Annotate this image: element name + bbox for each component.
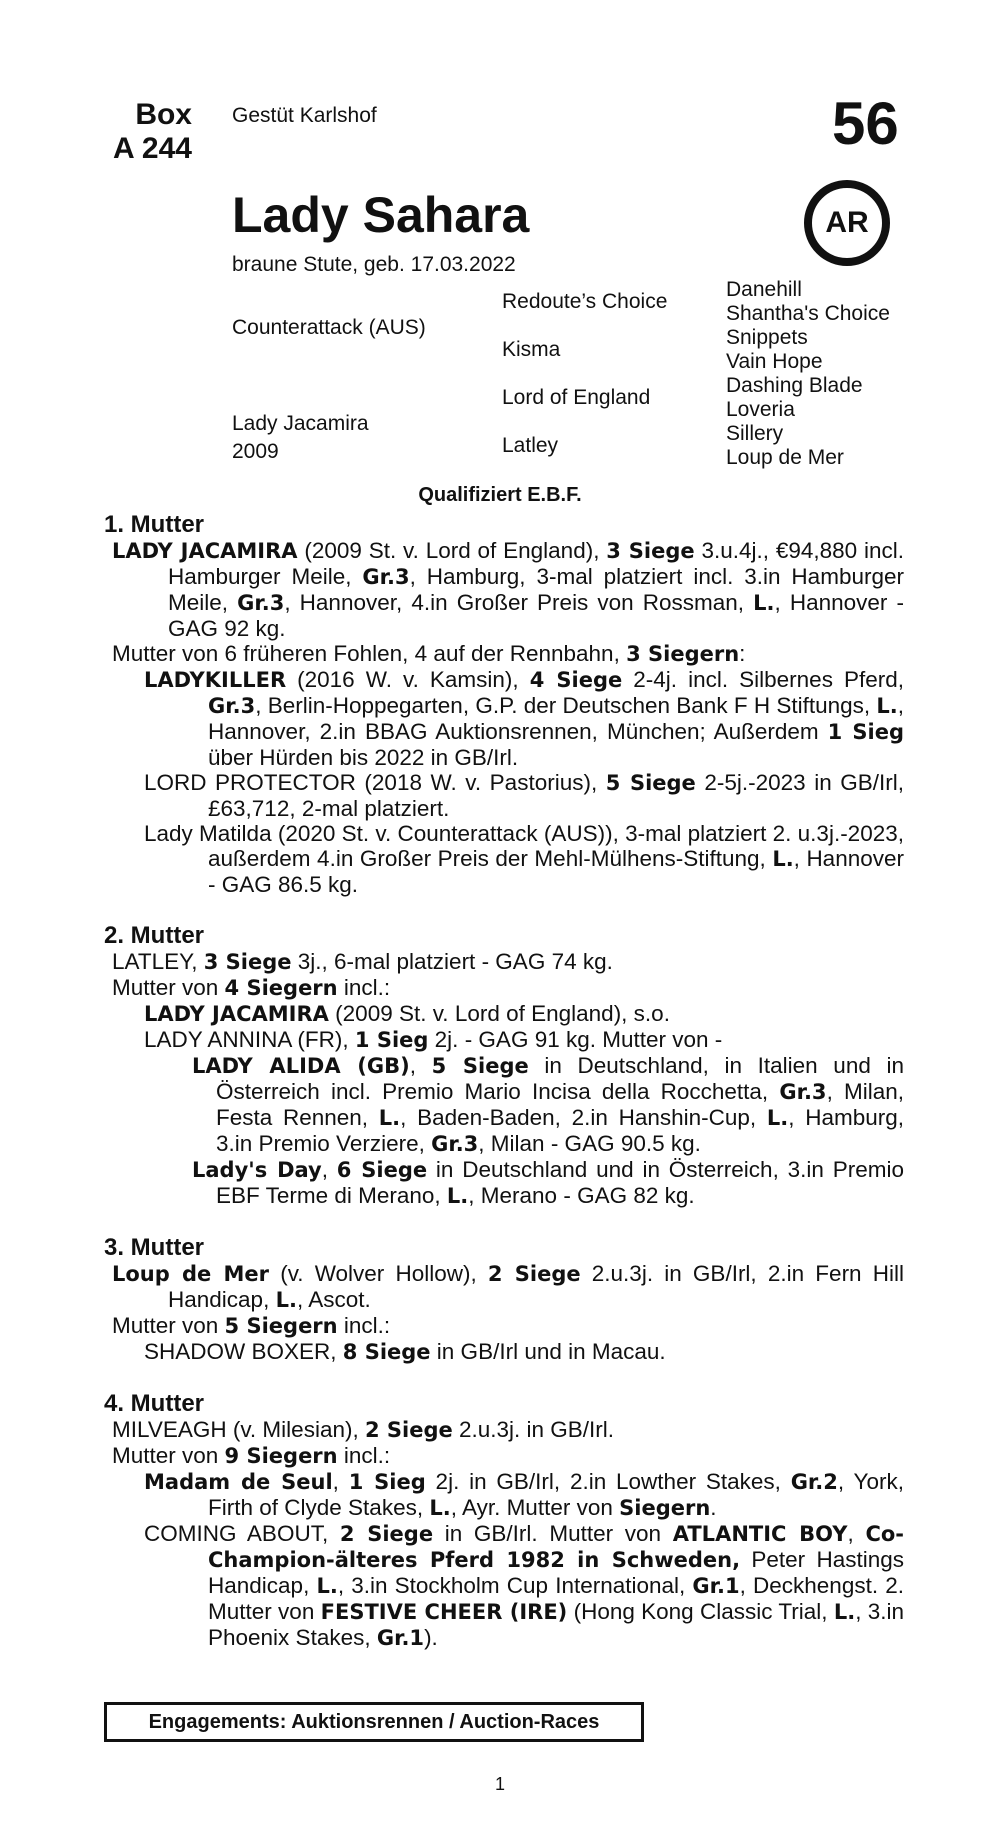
sire: Counterattack (AUS) xyxy=(232,316,426,339)
box-code: A 244 xyxy=(113,132,192,165)
dam-year: 2009 xyxy=(232,440,279,463)
offspring-entry: LADY JACAMIRA (2009 St. v. Lord of England), s.o. xyxy=(144,1001,670,1026)
lot-number: 56 xyxy=(832,90,899,157)
great-grandparent: Danehill xyxy=(726,278,802,301)
dam-entry: LADY JACAMIRA (2009 St. v. Lord of England), 3 Siege 3.u.4j., €94,880 incl. Hamburger Meile, Gr.3, Hamburg, 3-mal platziert incl. 3.in Hamburger Meile, Gr.3, Hannover, 4.in Großer Preis von Rossman, L., Hannover - GAG 92 kg. xyxy=(112,538,905,641)
ar-badge: AR xyxy=(804,180,890,266)
grandparent: Latley xyxy=(502,434,559,457)
offspring-entry: Lady Matilda (2020 St. v. Counterattack (AUS)), 3-mal platziert 2. u.3j.-2023, außerdem 4.in Großer Preis der Mehl-Mülhens-Stiftung, L., Hannover - GAG 86.5 kg. xyxy=(144,821,904,897)
section-title-1: 1. Mutter xyxy=(104,511,205,538)
qualification: Qualifiziert E.B.F. xyxy=(418,484,582,506)
great-grandparent: Loveria xyxy=(726,398,795,421)
offspring-entry: LADYKILLER (2016 W. v. Kamsin), 4 Siege 2-4j. incl. Silbernes Pferd, Gr.3, Berlin-Hoppegarten, G.P. der Deutschen Bank F H Stiftungs, L., Hannover, 2.in BBAG Auktionsrennen, München; Außerdem 1 Sieg über Hürden bis 2022 in GB/Irl. xyxy=(144,667,905,770)
grandparent: Lord of England xyxy=(502,386,651,409)
great-grandparent: Shantha's Choice xyxy=(726,302,890,325)
dam: Lady Jacamira xyxy=(232,412,369,435)
produce-summary: Mutter von 9 Siegern incl.: xyxy=(112,1443,391,1468)
family-details xyxy=(104,512,904,1651)
offspring-entry: COMING ABOUT, 2 Siege in GB/Irl. Mutter von ATLANTIC BOY, Co-Champion-älteres Pferd 1982 in Schweden, Peter Hastings Handicap, L., 3.in Stockholm Cup International, Gr.1, Deckhengst. 2. Mutter von FESTIVE CHEER (IRE) (Hong Kong Classic Trial, L., 3.in Phoenix Stakes, Gr.1). xyxy=(144,1521,905,1650)
great-grandparent: Loup de Mer xyxy=(726,446,844,469)
grand-offspring-entry: Lady's Day, 6 Siege in Deutschland und in Österreich, 3.in Premio EBF Terme di Merano, L., Merano - GAG 82 kg. xyxy=(192,1157,904,1208)
horse-description: braune Stute, geb. 17.03.2022 xyxy=(232,253,516,276)
produce-summary: Mutter von 6 früheren Fohlen, 4 auf der Rennbahn, 3 Siegern: xyxy=(112,641,746,666)
grandparent: Kisma xyxy=(502,338,561,361)
offspring-entry: Madam de Seul, 1 Sieg 2j. in GB/Irl, 2.in Lowther Stakes, Gr.2, York, Firth of Clyde Stakes, L., Ayr. Mutter von Siegern. xyxy=(144,1469,904,1520)
grandparent: Redoute’s Choice xyxy=(502,290,668,313)
produce-summary: Mutter von 4 Siegern incl.: xyxy=(112,975,391,1000)
grand-offspring-entry: LADY ALIDA (GB), 5 Siege in Deutschland, in Italien und in Österreich incl. Premio Mario Incisa della Rocchetta, Gr.3, Milan, Festa Rennen, L., Baden-Baden, 2.in Hanshin-Cup, L., Hamburg, 3.in Premio Verziere, Gr.3, Milan - GAG 90.5 kg. xyxy=(192,1053,904,1156)
horse-name: Lady Sahara xyxy=(232,187,530,243)
stud-name: Gestüt Karlshof xyxy=(232,104,377,127)
offspring-entry: LADY ANNINA (FR), 1 Sieg 2j. - GAG 91 kg. Mutter von - xyxy=(144,1027,723,1052)
dam-entry: Loup de Mer (v. Wolver Hollow), 2 Siege 2.u.3j. in GB/Irl, 2.in Fern Hill Handicap, L., Ascot. xyxy=(112,1261,904,1312)
great-grandparent: Dashing Blade xyxy=(726,374,863,397)
produce-summary: Mutter von 5 Siegern incl.: xyxy=(112,1313,391,1338)
engagements-box: Engagements: Auktionsrennen / Auction-Races xyxy=(104,1702,644,1742)
dam-entry: MILVEAGH (v. Milesian), 2 Siege 2.u.3j. in GB/Irl. xyxy=(112,1417,615,1442)
page-number: 1 xyxy=(494,1774,505,1794)
dam-entry: LATLEY, 3 Siege 3j., 6-mal platziert - GAG 74 kg. xyxy=(112,949,613,974)
offspring-entry: LORD PROTECTOR (2018 W. v. Pastorius), 5 Siege 2-5j.-2023 in GB/Irl, £63,712, 2-mal platziert. xyxy=(144,770,905,821)
section-title-3: 3. Mutter xyxy=(104,1234,205,1261)
box-label: Box xyxy=(135,98,192,131)
great-grandparent: Snippets xyxy=(726,326,808,349)
great-grandparent: Sillery xyxy=(726,422,784,445)
offspring-entry: SHADOW BOXER, 8 Siege in GB/Irl und in Macau. xyxy=(144,1339,666,1364)
section-title-4: 4. Mutter xyxy=(104,1390,205,1417)
great-grandparent: Vain Hope xyxy=(726,350,823,373)
box-number xyxy=(96,98,192,166)
section-title-2: 2. Mutter xyxy=(104,922,205,949)
